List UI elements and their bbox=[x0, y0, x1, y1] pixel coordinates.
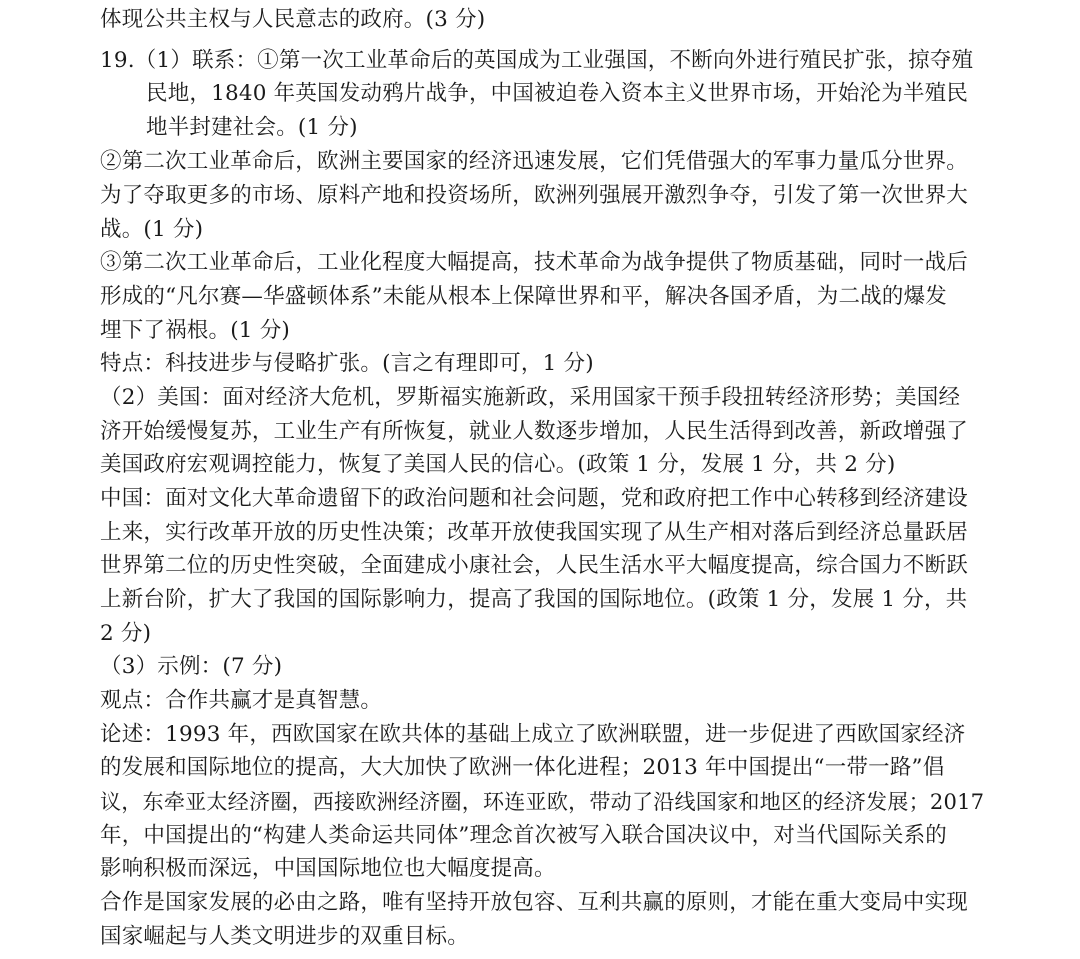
conclusion-line: 合作是国家发展的必由之路，唯有坚持开放包容、互利共赢的原则，才能在重大变局中实现 bbox=[100, 890, 969, 915]
text-line: 上新台阶，扩大了我国的国际影响力，提高了我国的国际地位。(政策 1 分，发展 1 分，共 bbox=[100, 587, 968, 612]
text-line: 形成的“凡尔赛—华盛顿体系”未能从根本上保障世界和平，解决各国矛盾，为二战的爆发 bbox=[100, 284, 947, 309]
text-line: 议，东牵亚太经济圈，西接欧洲经济圈，环连亚欧，带动了沿线国家和地区的经济发展；2017 bbox=[100, 789, 985, 814]
text-line: 中国：面对文化大革命遗留下的政治问题和社会问题，党和政府把工作中心转移到经济建设 bbox=[100, 486, 969, 511]
text-line: 世界第二位的历史性突破，全面建成小康社会，人民生活水平大幅度提高，综合国力不断跃 bbox=[100, 553, 969, 578]
question-19-part-2-line: （2）美国：面对经济大危机，罗斯福实施新政，采用国家干预手段扭转经济形势；美国经 bbox=[100, 385, 961, 410]
text-line: ③第二次工业革命后，工业化程度大幅提高，技术革命为战争提供了物质基础，同时一战后 bbox=[100, 250, 969, 275]
text-line: 的发展和国际地位的提高，大大加快了欧洲一体化进程；2013 年中国提出“一带一路”倡 bbox=[100, 755, 945, 780]
text-line: 上来，实行改革开放的历史性决策；改革开放使我国实现了从生产相对落后到经济总量跃居 bbox=[100, 520, 969, 545]
text-line: 民地，1840 年英国发动鸦片战争，中国被迫卷入资本主义世界市场，开始沦为半殖民 bbox=[146, 81, 969, 106]
text-line: ②第二次工业革命后，欧洲主要国家的经济迅速发展，它们凭借强大的军事力量瓜分世界。 bbox=[100, 149, 969, 174]
text-line: 地半封建社会。(1 分) bbox=[146, 115, 358, 140]
question-19-part-3-line: （3）示例：(7 分) bbox=[100, 654, 283, 679]
viewpoint-line: 观点：合作共赢才是真智慧。 bbox=[100, 688, 383, 713]
text-line: 国家崛起与人类文明进步的双重目标。 bbox=[100, 924, 469, 949]
text-line: 为了夺取更多的市场、原料产地和投资场所，欧洲列强展开激烈争夺，引发了第一次世界大 bbox=[100, 183, 969, 208]
text-line: 美国政府宏观调控能力，恢复了美国人民的信心。(政策 1 分，发展 1 分，共 2 分) bbox=[100, 452, 896, 477]
question-19-part-1-line: 19.（1）联系：①第一次工业革命后的英国成为工业强国，不断向外进行殖民扩张，掠夺殖 bbox=[100, 48, 974, 73]
text-line: 年，中国提出的“构建人类命运共同体”理念首次被写入联合国决议中，对当代国际关系的 bbox=[100, 823, 947, 848]
text-line: 埋下了祸根。(1 分) bbox=[100, 318, 290, 343]
text-line: 体现公共主权与人民意志的政府。(3 分) bbox=[100, 7, 486, 32]
text-line: 济开始缓慢复苏，工业生产有所恢复，就业人数逐步增加，人民生活得到改善，新政增强了 bbox=[100, 419, 969, 444]
text-line: 2 分) bbox=[100, 621, 152, 646]
feature-line: 特点：科技进步与侵略扩张。(言之有理即可，1 分) bbox=[100, 351, 594, 376]
argument-line: 论述：1993 年，西欧国家在欧共体的基础上成立了欧洲联盟，进一步促进了西欧国家经济 bbox=[100, 722, 966, 747]
text-line: 战。(1 分) bbox=[100, 217, 204, 242]
text-line: 影响积极而深远，中国国际地位也大幅度提高。 bbox=[100, 856, 556, 881]
